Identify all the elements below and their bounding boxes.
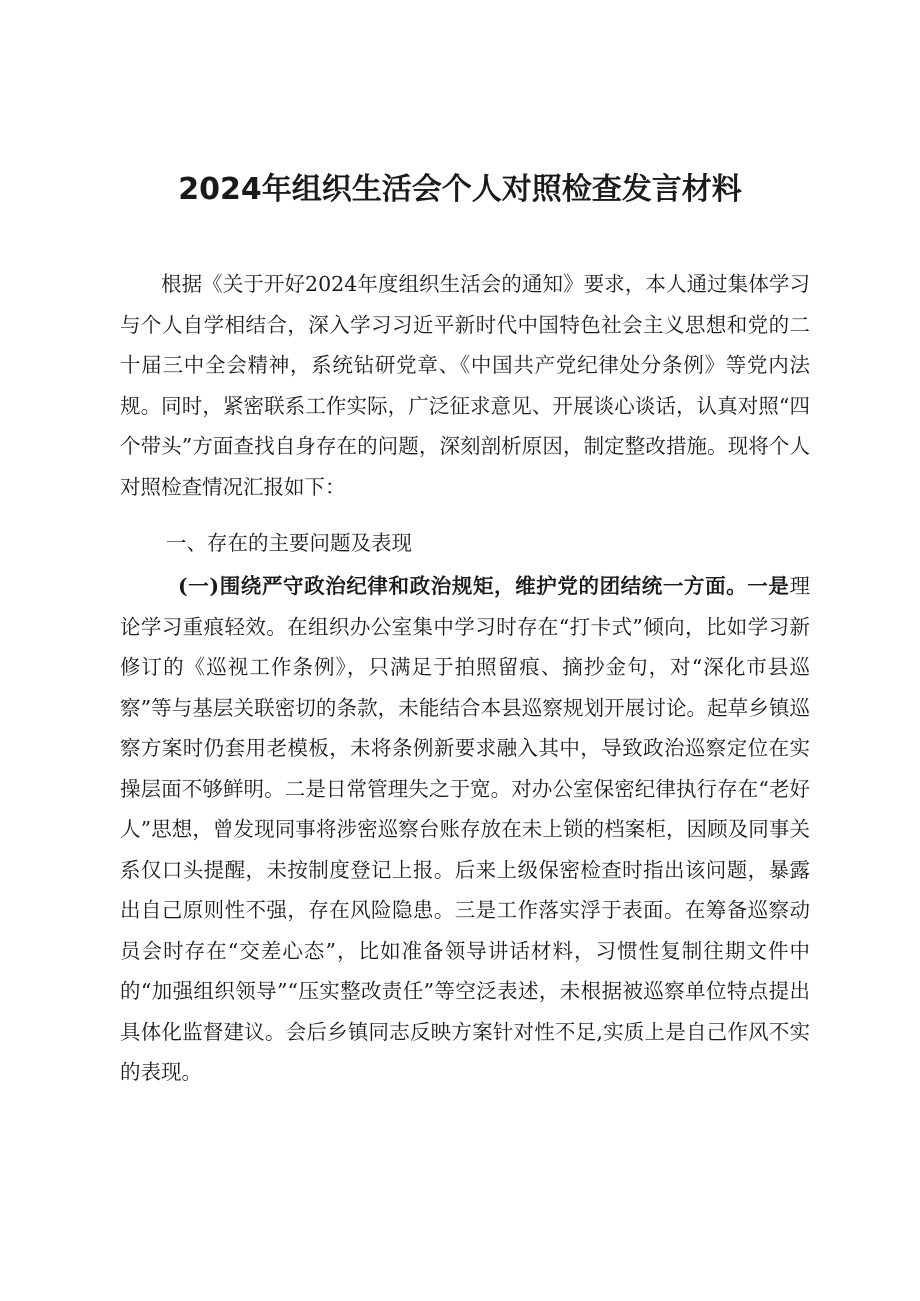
document-title: 2024年组织生活会个人对照检查发言材料 (178, 172, 742, 207)
section-1-sub-heading: (一)围绕严守政治纪律和政治规矩，维护党的团结统一方面。一是 (178, 574, 790, 598)
intro-paragraph: 根据《关于开好2024年度组织生活会的通知》要求，本人通过集体学习与个人自学相结合，深入学习习近平新时代中国特色社会主义思想和党的二十届三中全会精神，系统钻研党章、《中国共产党纪律处分条例》等党内法规。同时，紧密联系工作实际，广泛征求意见、开展谈心谈话，认真对照“四个带头”方面查找自身存在的问题，深刻剖析原因，制定整改措施。现将个人对照检查情况汇报如下： (120, 272, 810, 499)
section-1-paragraph (120, 566, 810, 1093)
section-1-heading: 一、存在的主要问题及表现 (166, 531, 412, 555)
section-1-body-text: 理论学习重痕轻效。在组织办公室集中学习时存在“打卡式”倾向，比如学习新修订的《巡视工作条例》，只满足于拍照留痕、摘抄金句，对“深化市县巡察”等与基层关联密切的条款，未能结合本县巡察规划开展讨论。起草乡镇巡察方案时仍套用老模板，未将条例新要求融入其中，导致政治巡察定位在实操层面不够鲜明。二是日常管理失之于宽。对办公室保密纪律执行存在“老好人”思想，曾发现同事将涉密巡察台账存放在未上锁的档案柜，因顾及同事关系仅口头提醒，未按制度登记上报。后来上级保密检查时指出该问题，暴露出自己原则性不强，存在风险隐患。三是工作落实浮于表面。在筹备巡察动员会时存在“交差心态”，比如准备领导讲话材料，习惯性复制往期文件中的“加强组织领导”“压实整改责任”等空泛表述，未根据被巡察单位特点提出具体化监督建议。会后乡镇同志反映方案针对性不足,实质上是自己作风不实的表现。 (120, 574, 810, 1084)
